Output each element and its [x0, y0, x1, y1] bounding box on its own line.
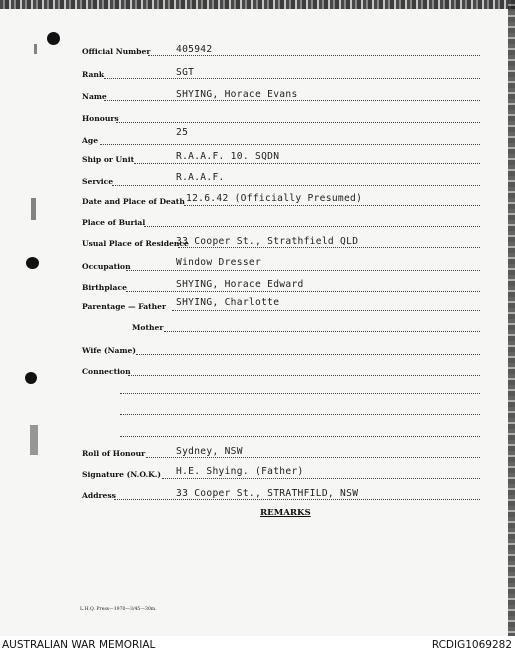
age-value: 25 — [176, 127, 189, 138]
dotted-line — [184, 205, 480, 206]
record-id: RCDIG1069282 — [431, 639, 512, 651]
official-number-value: 405942 — [176, 44, 213, 55]
dotted-line — [172, 310, 480, 311]
dotted-line — [104, 78, 480, 79]
father-value: SHYING, Charlotte — [176, 297, 280, 308]
dotted-line — [128, 375, 480, 376]
occupation-value: Window Dresser — [176, 257, 262, 268]
address-label: Address — [82, 491, 116, 500]
dotted-line — [114, 499, 480, 500]
dotted-line — [164, 331, 480, 332]
scan-smudge — [31, 198, 36, 220]
dotted-line — [146, 457, 480, 458]
remarks-heading: REMARKS — [260, 508, 311, 518]
signature-value: H.E. Shying. (Father) — [176, 466, 304, 477]
dotted-line — [116, 122, 480, 123]
punch-hole-icon — [47, 32, 60, 45]
printer-imprint: L.H.Q. Press—1970—3/45—30m. — [80, 607, 157, 612]
scan-smudge — [34, 44, 37, 54]
honours-label: Honours — [82, 114, 119, 123]
dotted-line — [178, 247, 480, 248]
scan-edge-right — [508, 0, 515, 636]
rank-label: Rank — [82, 70, 105, 79]
usual-residence-label: Usual Place of Residence — [82, 239, 189, 248]
dotted-line — [120, 414, 480, 415]
place-of-burial-label: Place of Burial — [82, 218, 146, 227]
dotted-line — [120, 393, 480, 394]
service-label: Service — [82, 177, 114, 186]
scan-edge-top — [0, 0, 515, 9]
occupation-label: Occupation — [82, 262, 131, 271]
dotted-line — [120, 436, 480, 437]
ship-or-unit-label: Ship or Unit — [82, 155, 135, 164]
dotted-line — [126, 291, 480, 292]
connection-label: Connection — [82, 367, 131, 376]
father-label: Parentage — Father — [82, 302, 166, 311]
date-place-death-value: 12.6.42 (Officially Presumed) — [186, 193, 363, 204]
name-value: SHYING, Horace Evans — [176, 89, 298, 100]
archive-footer — [0, 636, 515, 654]
roll-of-honour-label: Roll of Honour — [82, 449, 146, 458]
official-number-label: Official Number — [82, 47, 151, 56]
dotted-line — [136, 354, 480, 355]
rank-value: SGT — [176, 67, 195, 78]
address-value: 33 Cooper St., STRATHFILD, NSW — [176, 488, 359, 499]
name-label: Name — [82, 92, 107, 101]
dotted-line — [112, 185, 480, 186]
wife-label: Wife (Name) — [82, 346, 136, 355]
dotted-line — [104, 100, 480, 101]
punch-hole-icon — [26, 257, 39, 269]
service-value: R.A.A.F. — [176, 172, 225, 183]
dotted-line — [126, 270, 480, 271]
birthplace-value: SHYING, Horace Edward — [176, 279, 304, 290]
mother-label: Mother — [132, 323, 164, 332]
age-label: Age — [82, 136, 99, 145]
institution-name: AUSTRALIAN WAR MEMORIAL — [2, 639, 156, 651]
dotted-line — [100, 144, 480, 145]
roll-of-honour-value: Sydney, NSW — [176, 446, 243, 457]
ship-or-unit-value: R.A.A.F. 10. SQDN — [176, 151, 280, 162]
dotted-line — [134, 163, 480, 164]
dotted-line — [148, 55, 480, 56]
dotted-line — [144, 226, 480, 227]
scan-smudge — [30, 425, 38, 455]
punch-hole-icon — [25, 372, 37, 384]
usual-residence-value: 33 Cooper St., Strathfield QLD — [176, 236, 359, 247]
signature-label: Signature (N.O.K.) — [82, 470, 161, 479]
date-place-death-label: Date and Place of Death — [82, 197, 185, 206]
dotted-line — [162, 478, 480, 479]
birthplace-label: Birthplace — [82, 283, 127, 292]
